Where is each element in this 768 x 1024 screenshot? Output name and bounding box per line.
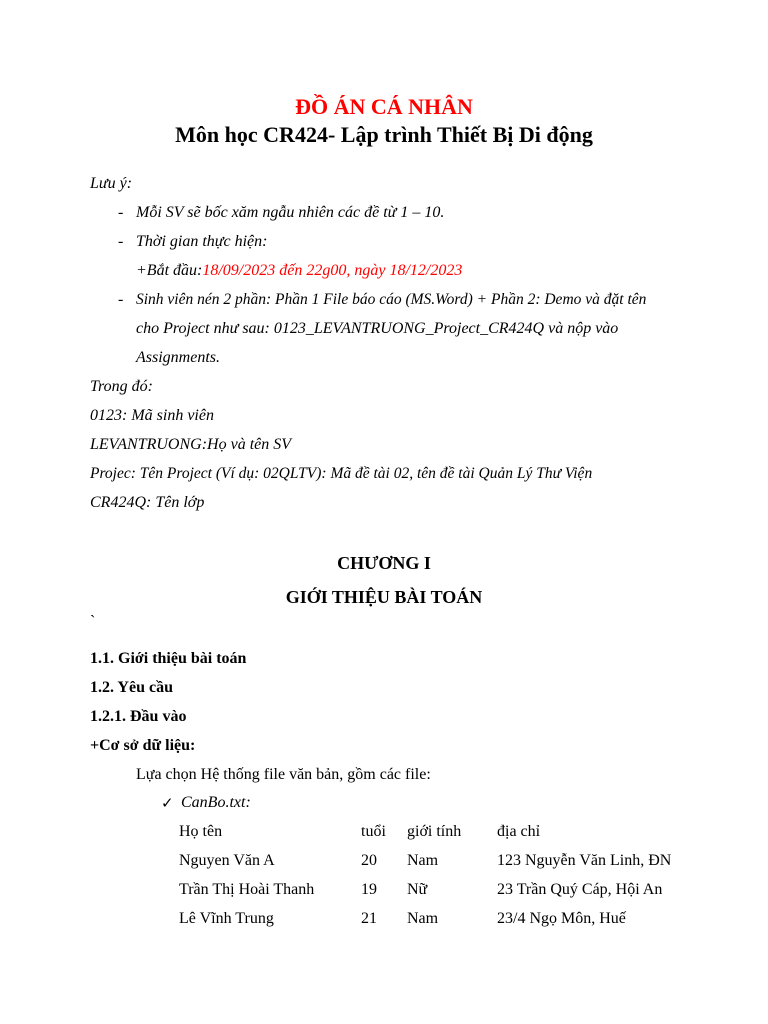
doc-subtitle: Môn học CR424- Lập trình Thiết Bị Di động bbox=[175, 122, 593, 147]
section-1-2-1: 1.2.1. Đầu vào bbox=[90, 708, 187, 725]
bullet-dash: - bbox=[118, 233, 124, 250]
table-row bbox=[179, 880, 739, 909]
table-row bbox=[179, 851, 739, 880]
table-cell: 23/4 Ngọ Môn, Huế bbox=[497, 910, 626, 927]
note-item-3-line-3: Assignments. bbox=[136, 349, 220, 366]
table-cell: Nữ bbox=[407, 881, 428, 898]
table-cell: 123 Nguyễn Văn Linh, ĐN bbox=[497, 852, 672, 869]
table-cell: Trần Thị Hoài Thanh bbox=[179, 881, 315, 898]
section-1-2: 1.2. Yêu cầu bbox=[90, 679, 173, 696]
file-intro-text: Lựa chọn Hệ thống file văn bản, gồm các file: bbox=[136, 766, 431, 783]
table-header-cell: tuổi bbox=[361, 823, 386, 840]
legend-line-2: LEVANTRUONG:Họ và tên SV bbox=[90, 436, 292, 453]
doc-title: ĐỒ ÁN CÁ NHÂN bbox=[295, 94, 473, 119]
file-name: CanBo.txt: bbox=[181, 794, 251, 811]
note-item-3-line-1: Sinh viên nén 2 phần: Phần 1 File báo cáo (MS.Word) + Phần 2: Demo và đặt tên bbox=[136, 291, 647, 308]
start-prefix: +Bắt đầu: bbox=[136, 262, 203, 279]
table-cell: 19 bbox=[361, 881, 377, 898]
bullet-dash: - bbox=[118, 291, 124, 308]
note-item-1: Mỗi SV sẽ bốc xăm ngẫu nhiên các đề từ 1 – 10. bbox=[136, 204, 445, 221]
bullet-dash: - bbox=[118, 204, 124, 221]
chapter-number: CHƯƠNG I bbox=[337, 553, 431, 573]
table-cell: Nam bbox=[407, 910, 439, 927]
chapter-title: GIỚI THIỆU BÀI TOÁN bbox=[285, 587, 483, 607]
table-cell: 23 Trần Quý Cáp, Hội An bbox=[497, 881, 663, 898]
table-cell: Nguyen Văn A bbox=[179, 852, 275, 869]
table-header-cell: địa chỉ bbox=[497, 823, 541, 840]
table-cell: Lê Vĩnh Trung bbox=[179, 910, 274, 927]
table-cell: 20 bbox=[361, 852, 377, 869]
stray-backtick: ` bbox=[90, 613, 96, 630]
table-cell: 21 bbox=[361, 910, 377, 927]
table-header-row bbox=[179, 822, 739, 851]
canbo-table bbox=[179, 822, 739, 938]
checkmark-icon: ✓ bbox=[161, 794, 174, 812]
legend-line-1: 0123: Mã sinh viên bbox=[90, 407, 214, 424]
table-cell: Nam bbox=[407, 852, 439, 869]
section-1-1: 1.1. Giới thiệu bài toán bbox=[90, 650, 247, 667]
table-header-cell: giới tính bbox=[407, 823, 462, 840]
start-date-line bbox=[136, 261, 462, 281]
legend-line-3: Projec: Tên Project (Ví dụ: 02QLTV): Mã đề tài 02, tên đề tài Quản Lý Thư Viện bbox=[90, 465, 593, 482]
table-header-cell: Họ tên bbox=[179, 823, 223, 840]
notes-heading: Lưu ý: bbox=[90, 175, 133, 192]
legend-line-4: CR424Q: Tên lớp bbox=[90, 494, 205, 511]
table-row bbox=[179, 909, 739, 938]
note-item-2: Thời gian thực hiện: bbox=[136, 233, 268, 250]
note-item-3-line-2: cho Project như sau: 0123_LEVANTRUONG_Project_CR424Q và nộp vào bbox=[136, 320, 619, 337]
legend-heading: Trong đó: bbox=[90, 378, 153, 395]
start-value: 18/09/2023 đến 22g00, ngày 18/12/2023 bbox=[202, 262, 463, 279]
database-heading: +Cơ sở dữ liệu: bbox=[90, 737, 196, 754]
